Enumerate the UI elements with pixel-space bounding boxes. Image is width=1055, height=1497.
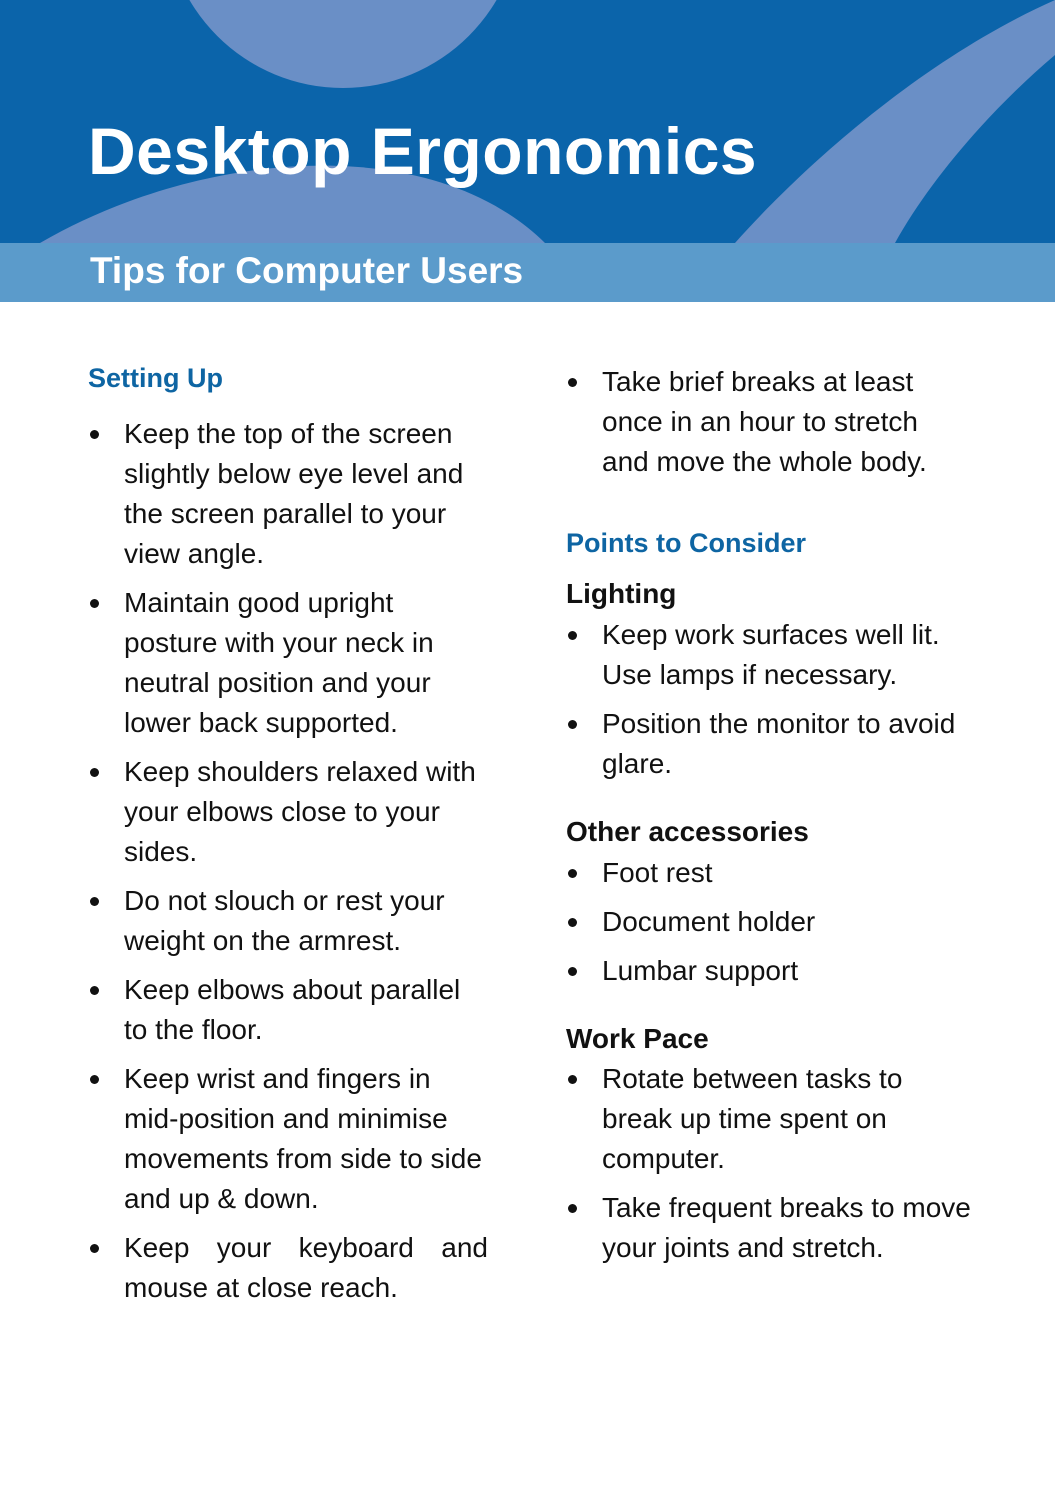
list-item: Take brief breaks at least once in an hour to stretch and move the whole body. [566, 362, 971, 482]
list-item: Keep the top of the screen slightly below eye level and the screen parallel to your view angle. [88, 414, 488, 574]
list-item: Rotate between tasks to break up time spent on computer. [566, 1059, 971, 1179]
list-item: Maintain good upright posture with your neck in neutral position and your lower back supported. [88, 583, 488, 743]
accessories-heading: Other accessories [566, 815, 809, 847]
left-column [88, 362, 488, 1317]
list-item: Foot rest [566, 853, 971, 893]
decor-circle [165, 0, 521, 88]
setting-up-list [88, 414, 488, 1308]
list-item: Keep wrist and fingers in mid-position and minimise movements from side to side and up & down. [88, 1059, 488, 1219]
accessories-list [566, 853, 971, 991]
list-item: Lumbar support [566, 951, 971, 991]
setting-up-list-continued [566, 362, 971, 482]
list-item: Position the monitor to avoid glare. [566, 704, 971, 784]
list-item: Keep your keyboard and mouse at close reach. [88, 1228, 488, 1308]
list-item: Keep work surfaces well lit. Use lamps if necessary. [566, 615, 971, 695]
decor-swoosh-right [735, 0, 1055, 243]
page-title: Desktop Ergonomics [88, 114, 758, 188]
list-item: Keep shoulders relaxed with your elbows close to your sides. [88, 752, 488, 872]
page-subtitle: Tips for Computer Users [90, 250, 524, 291]
lighting-list [566, 615, 971, 784]
work-pace-list [566, 1059, 971, 1268]
list-item: Keep elbows about parallel to the floor. [88, 970, 488, 1050]
list-item: Document holder [566, 902, 971, 942]
lighting-heading: Lighting [566, 578, 677, 610]
setting-up-heading: Setting Up [88, 363, 223, 393]
work-pace-heading: Work Pace [566, 1022, 709, 1054]
points-to-consider-heading: Points to Consider [566, 528, 807, 558]
list-item: Take frequent breaks to move your joints and stretch. [566, 1188, 971, 1268]
list-item: Do not slouch or rest your weight on the armrest. [88, 881, 488, 961]
right-column [566, 362, 971, 1277]
